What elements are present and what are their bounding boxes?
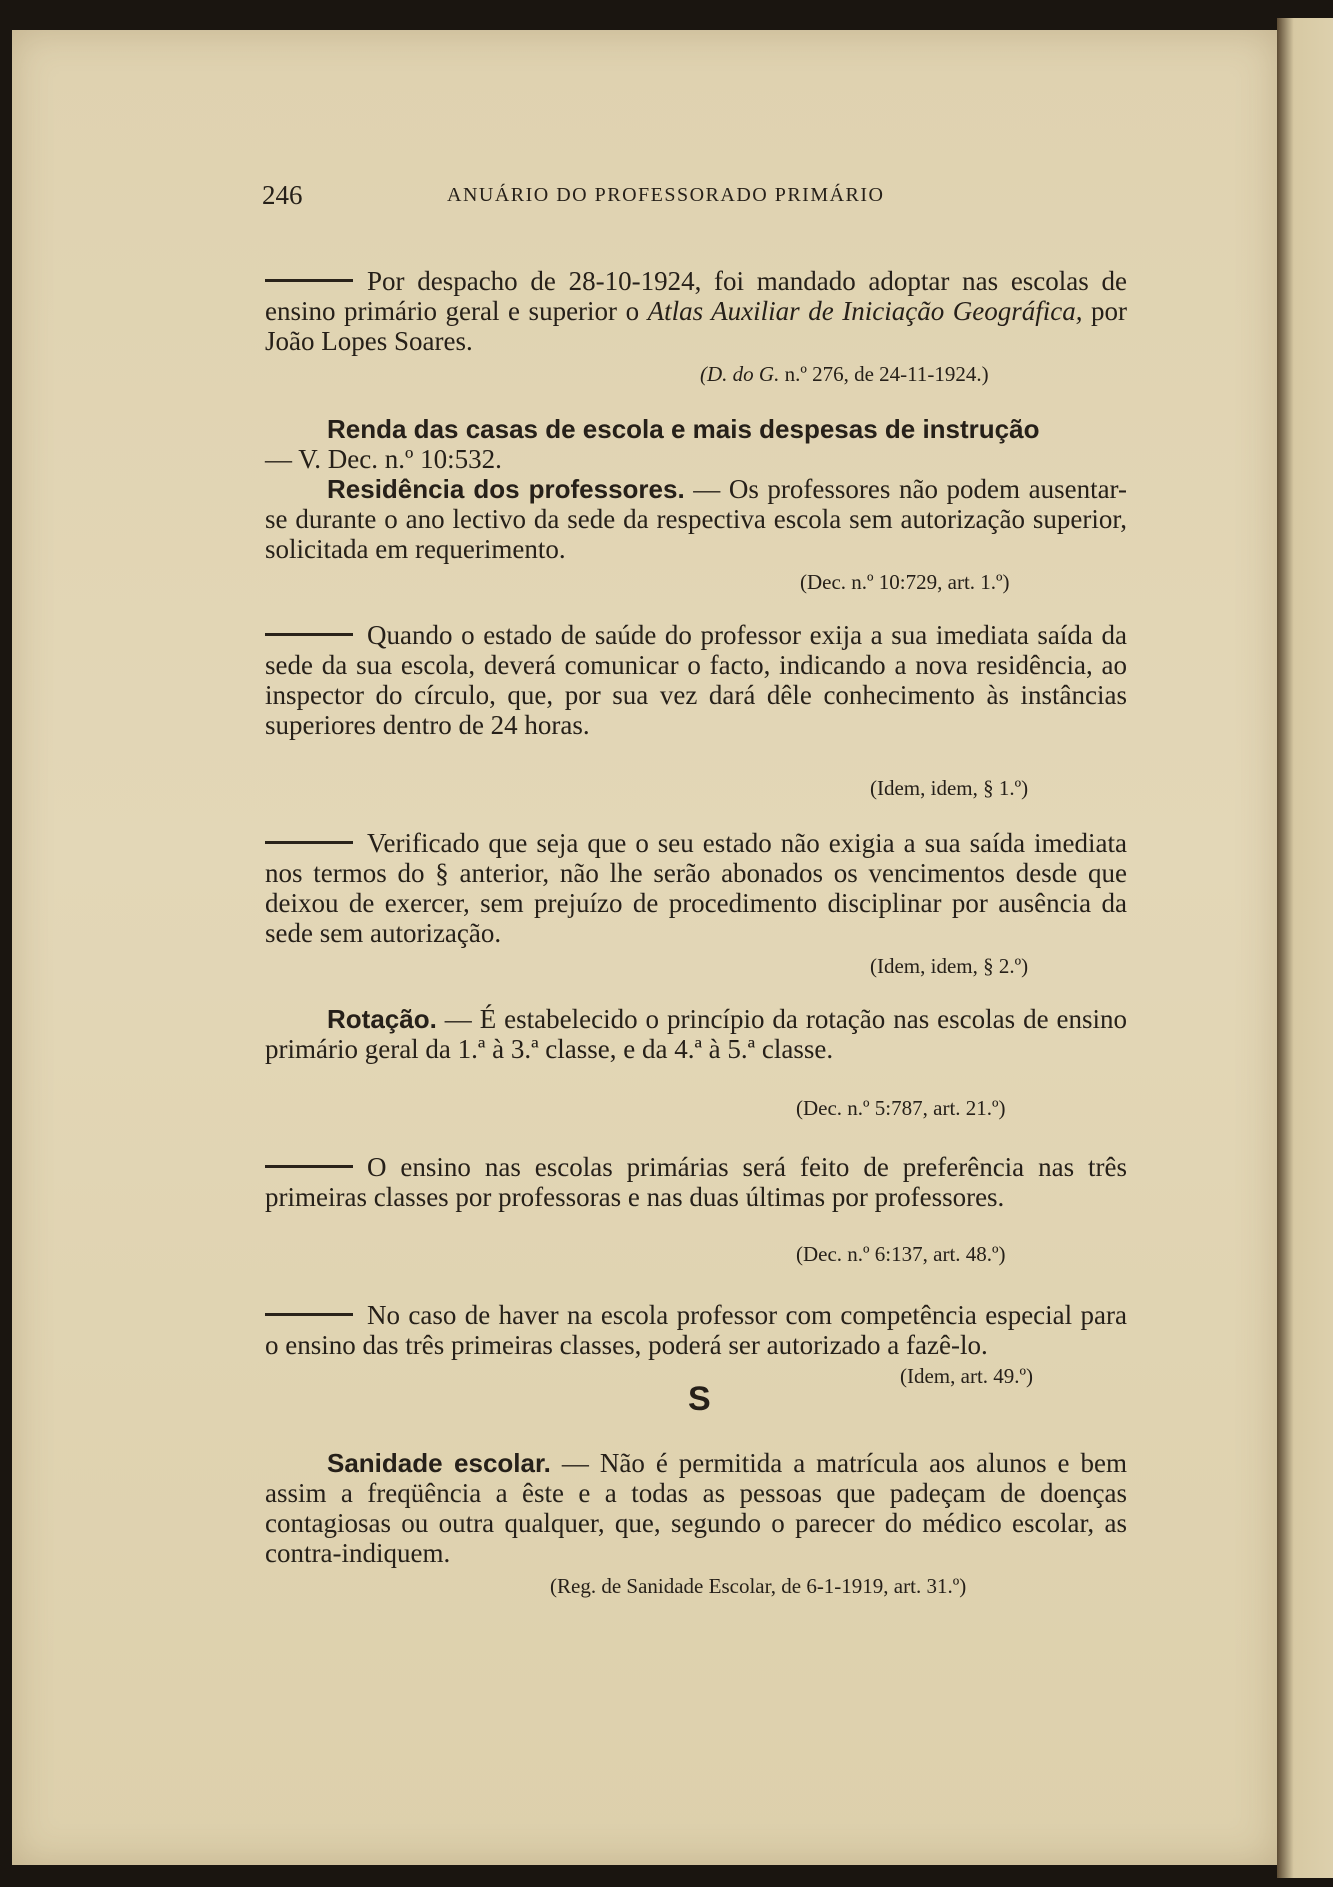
entry-atlas-text-before: Por despacho de 28-10-1924, foi mandado adoptar nas escolas de ensino primário geral e superior o bbox=[265, 266, 1127, 326]
entry-rotacao-reference: (Dec. n.º 5:787, art. 21.º) bbox=[796, 1096, 1006, 1120]
section-letter: S bbox=[688, 1380, 711, 1418]
em-rule bbox=[265, 633, 353, 636]
entry-renda-text-line bbox=[265, 444, 1127, 474]
entry-renda-heading: Renda das casas de escola e mais despesas de instrução bbox=[327, 414, 1040, 444]
em-rule bbox=[265, 1313, 353, 1316]
entry-rotacao bbox=[265, 1004, 1127, 1064]
entry-saude-reference: (Idem, idem, § 1.º) bbox=[870, 776, 1029, 800]
entry-rotacao-heading: Rotação. bbox=[327, 1004, 437, 1034]
entry-renda bbox=[265, 414, 1127, 444]
entry-atlas-ref-rest: n.º 276, de 24-11-1924.) bbox=[779, 362, 989, 386]
entry-rotacao-text: — É estabelecido o princípio da rotação nas escolas de ensino primário geral da 1.ª à 3.ª classe, e da 4.ª à 5.ª classe. bbox=[265, 1004, 1127, 1064]
entry-renda-text: — V. Dec. n.º 10:532. bbox=[265, 444, 502, 474]
page-header bbox=[262, 180, 1062, 220]
entry-atlas-ref-source: (D. do G. bbox=[700, 362, 780, 386]
entry-ensino-text: O ensino nas escolas primárias será feito de preferência nas três primeiras classes por professoras e nas duas últimas por professores. bbox=[265, 1152, 1127, 1212]
em-rule bbox=[265, 1165, 353, 1168]
entry-competencia-reference: (Idem, art. 49.º) bbox=[900, 1364, 1034, 1388]
entry-ensino-reference: (Dec. n.º 6:137, art. 48.º) bbox=[796, 1242, 1006, 1266]
entry-sanidade-heading: Sanidade escolar. bbox=[327, 1448, 551, 1478]
entry-verificado-reference: (Idem, idem, § 2.º) bbox=[870, 954, 1029, 978]
entry-residencia-text: — Os professores não podem ausentar-se durante o ano lectivo da sede da respectiva escola sem autorização superior, solicitada em requerimento. bbox=[265, 474, 1127, 564]
entry-competencia-text: No caso de haver na escola professor com competência especial para o ensino das três primeiras classes, poderá ser autorizado a fazê-lo. bbox=[265, 1300, 1127, 1360]
entry-residencia bbox=[265, 474, 1127, 564]
entry-saude bbox=[265, 620, 1127, 740]
running-title: ANUÁRIO DO PROFESSORADO PRIMÁRIO bbox=[447, 184, 885, 206]
entry-atlas-title: Atlas Auxiliar de Iniciação Geográfica, bbox=[647, 296, 1083, 326]
entry-ensino bbox=[265, 1152, 1127, 1212]
entry-verificado-text: Verificado que seja que o seu estado não exigia a sua saída imediata nos termos do § anterior, não lhe serão abonados os vencimentos desde que deixou de exercer, sem prejuízo de procedimento disciplinar por ausência da sede sem autorização. bbox=[265, 828, 1127, 948]
entry-sanidade-reference: (Reg. de Sanidade Escolar, de 6-1-1919, art. 31.º) bbox=[550, 1574, 967, 1598]
facing-page-edge bbox=[1277, 18, 1333, 1878]
page-number: 246 bbox=[262, 180, 303, 210]
entry-saude-text: Quando o estado de saúde do professor exija a sua imediata saída da sede da sua escola, deverá comunicar o facto, indicando a nova residência, ao inspector do círculo, que, por sua vez dará dêle conhecimento às instâncias superiores dentro de 24 horas. bbox=[265, 620, 1127, 740]
entry-residencia-heading: Residência dos professores. bbox=[327, 474, 685, 504]
entry-sanidade-text: — Não é permitida a matrícula aos alunos e bem assim a freqüência a êste e a todas as pessoas que padeçam de doenças contagiosas ou outra qualquer, que, segundo o parecer do médico escolar, as contra-indiquem. bbox=[265, 1448, 1127, 1568]
entry-competencia bbox=[265, 1300, 1127, 1360]
entry-sanidade bbox=[265, 1448, 1127, 1568]
em-rule bbox=[265, 841, 353, 844]
entry-atlas-reference bbox=[700, 362, 989, 387]
entry-verificado bbox=[265, 828, 1127, 948]
entry-atlas bbox=[265, 266, 1127, 356]
entry-atlas-text-after: por João Lopes Soares. bbox=[265, 296, 1127, 356]
entry-residencia-reference: (Dec. n.º 10:729, art. 1.º) bbox=[800, 570, 1010, 594]
em-rule bbox=[265, 279, 353, 282]
